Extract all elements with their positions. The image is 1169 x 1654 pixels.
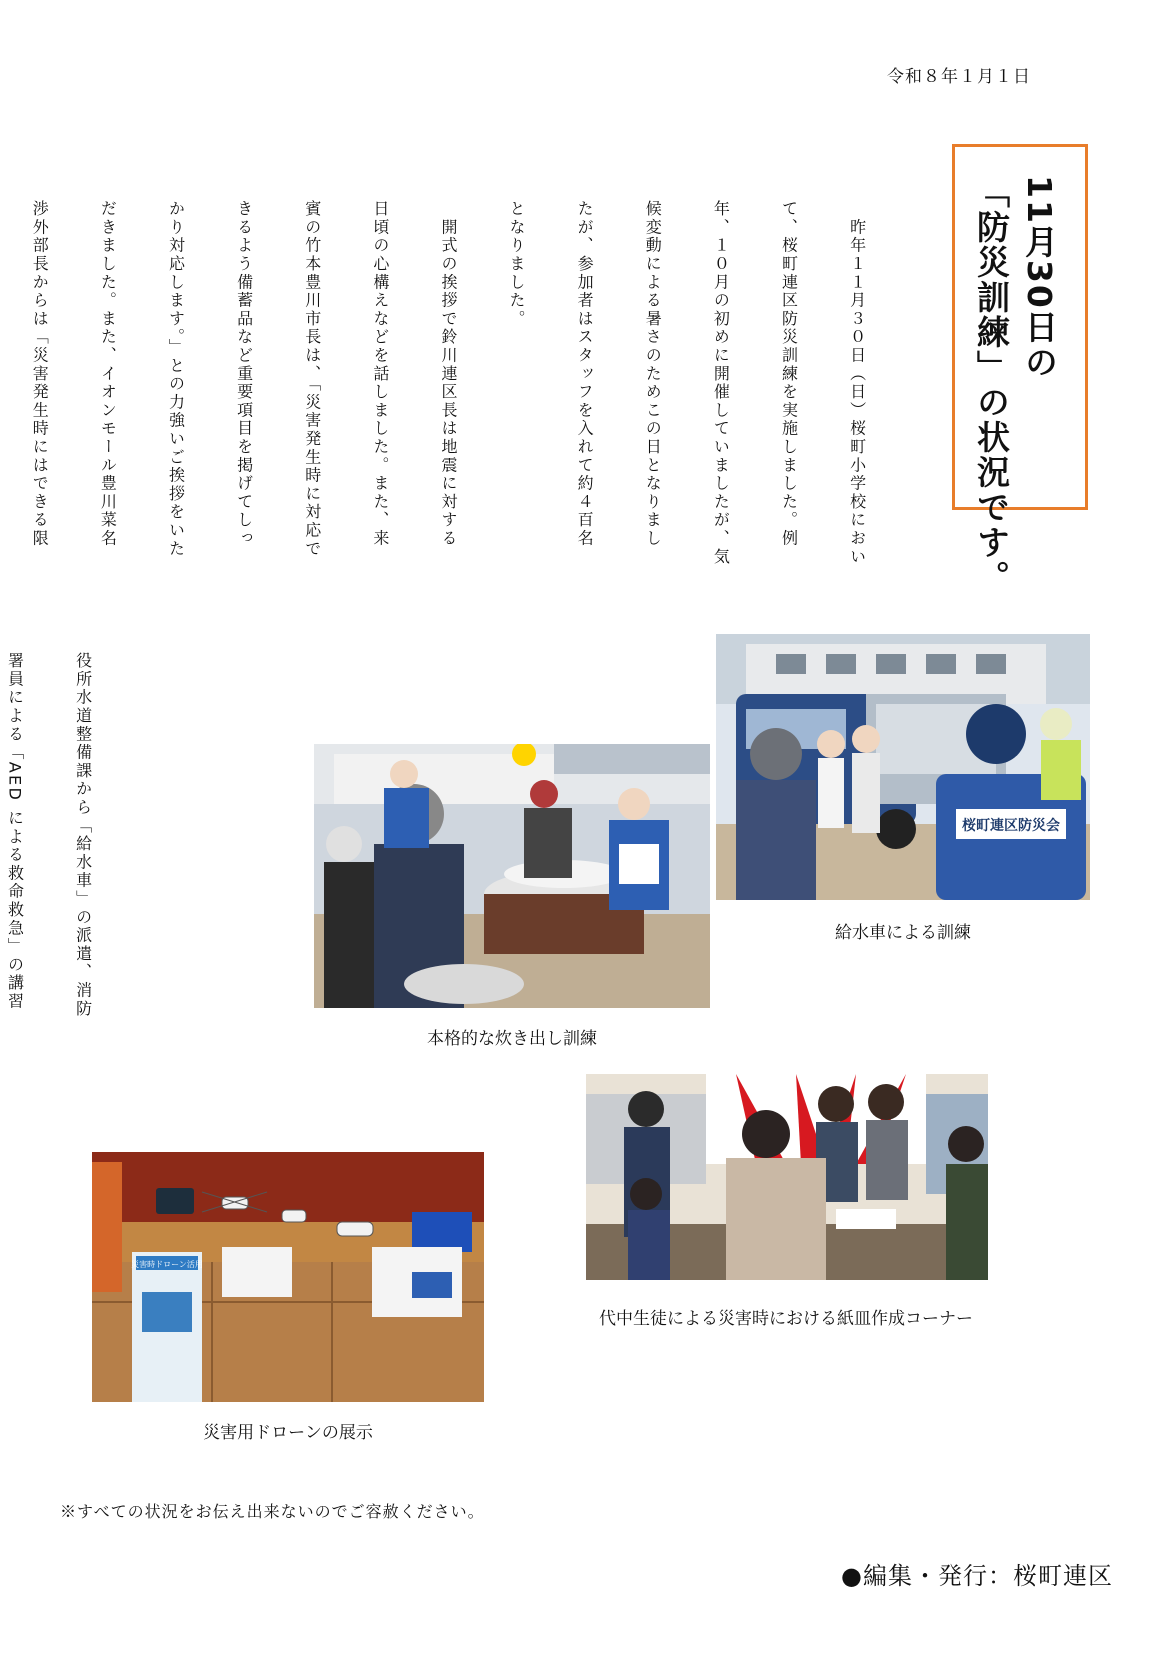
paper-plates-illustration — [586, 1074, 988, 1280]
article-line: 昨年１１月３０日（日）桜町小学校におい — [847, 200, 867, 566]
article-line: 役所水道整備課から「給水車」の派遣、消防 — [73, 652, 93, 1018]
article-line: 渉外部長からは「災害発生時にはできる限 — [30, 200, 50, 548]
drone-photo — [92, 1152, 484, 1402]
page-title — [967, 175, 1063, 595]
cooking-photo — [314, 744, 710, 1008]
vest-label: 桜町連区防災会 — [962, 818, 1060, 834]
article-line: 日頃の心構えなどを話しました。また、来 — [370, 200, 390, 548]
article-line: 開式の挨拶で鈴川連区長は地震に対する — [438, 200, 458, 548]
article-continued — [0, 652, 139, 1032]
cooking-illustration — [314, 744, 710, 1008]
article-line: 賓の竹本豊川市長は、「災害発生時に対応で — [302, 200, 322, 558]
article-line: きるよう備蓄品など重要項目を掲げてしっ — [234, 200, 254, 548]
article-line: て、桜町連区防災訓練を実施しました。例 — [779, 200, 799, 548]
article-line: となりました。 — [507, 200, 527, 329]
water-truck-photo — [716, 634, 1090, 900]
drone-caption: 災害用ドローンの展示 — [203, 1423, 373, 1443]
article-line: 年、１０月の初めに開催していましたが、気 — [711, 200, 731, 566]
title-box — [952, 144, 1088, 595]
cooking-caption: 本格的な炊き出し訓練 — [427, 1029, 597, 1049]
publisher-footer: ●編集・発行：桜町連区 — [841, 1562, 1113, 1590]
paper-plates-caption: 代中生徒による災害時における紙皿作成コーナー — [599, 1309, 973, 1329]
article-line: 候変動による暑さのためこの日となりまし — [643, 200, 663, 548]
article-line: かり対応します。」との力強いご挨拶をいた — [166, 200, 186, 558]
article-line: たが、参加者はスタッフを入れて約４百名 — [575, 200, 595, 548]
article-line: だきました。また、イオンモール豊川菜名 — [98, 200, 118, 548]
drone-sign-label: 災害時ドローン活用 — [131, 1260, 203, 1269]
title-line-2: 「防災訓練」の状況です。 — [972, 175, 1011, 595]
drone-illustration — [92, 1152, 484, 1402]
article-line: 署員による「AED による救命救急」の講習 — [5, 652, 25, 1011]
paper-plates-photo — [586, 1074, 988, 1280]
water-truck-illustration — [716, 634, 1090, 900]
footnote: ※すべての状況をお伝え出来ないのでご容赦ください。 — [60, 1502, 485, 1521]
article-body — [0, 200, 913, 580]
water-truck-caption: 給水車による訓練 — [835, 923, 971, 943]
issue-date: 令和８年１月１日 — [887, 67, 1031, 87]
title-line-1: 11月30日の — [1020, 175, 1059, 380]
